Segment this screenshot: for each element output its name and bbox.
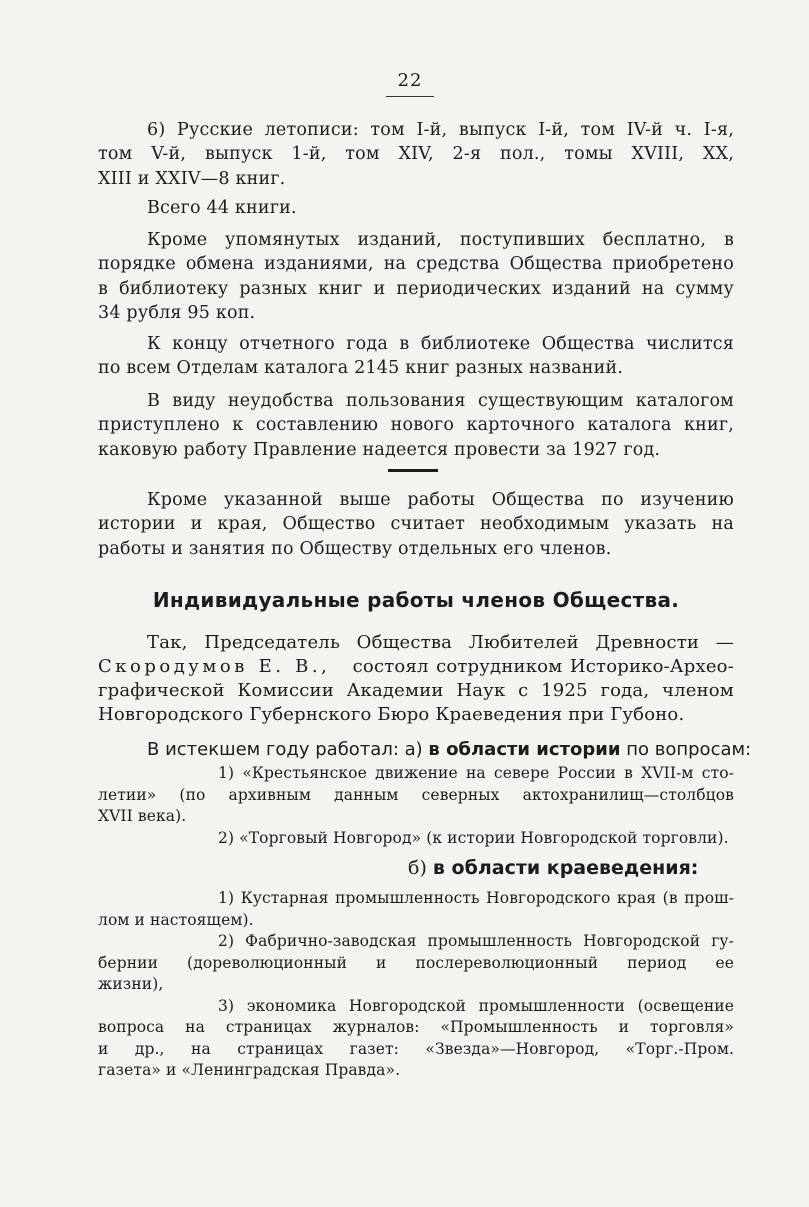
list-item-line: 1) Кустарная промышленность Новгородского края (в прош-: [218, 889, 734, 907]
kraevedenie-heading: б) в области краеведения:: [408, 857, 699, 879]
text-line: графической Комиссии Академии Наук с 1925 года, членом: [98, 680, 734, 701]
text-line: каковую работу Правление надеется провести за 1927 год.: [98, 439, 661, 460]
text-line: по всем Отделам каталога 2145 книг разных названий.: [98, 358, 624, 379]
text-line: Всего 44 книги.: [147, 198, 297, 218]
list-item-line: и др., на страницах газет: «Звезда»—Новгород, «Торг.-Пром.: [98, 1039, 734, 1058]
library-count-paragraph: [98, 332, 734, 381]
text-line: том V-й, выпуск 1-й, том XIV, 2-я пол., томы XVIII, XX,: [98, 144, 734, 165]
list-item-line: вопроса на страницах журналов: «Промышленность и торговля»: [98, 1018, 734, 1036]
text-line: 34 рубля 95 коп.: [98, 302, 256, 323]
text-line: Кроме указанной выше работы Общества по изучению: [147, 490, 734, 510]
text-line: Кроме упомянутых изданий, поступивших бесплатно, в: [147, 230, 734, 250]
purchases-paragraph: [98, 228, 734, 325]
chronicles-paragraph: [98, 118, 734, 191]
intro-paragraph: [98, 631, 734, 727]
section-separator: [388, 469, 438, 472]
total-books-line: [98, 196, 734, 220]
text-line: В виду неудобства пользования существующим каталогом: [147, 391, 734, 411]
text-line: В истекшем году работал: а) в области истории по вопросам:: [147, 739, 752, 760]
text-line: работы и занятия по Обществу отдельных его членов.: [98, 538, 612, 559]
history-area-label: в области истории: [428, 739, 621, 760]
list-item-line: лом и настоящем).: [98, 910, 254, 929]
list-item-line: газета» и «Ленинградская Правда».: [98, 1061, 401, 1079]
list-item-line: 2) «Торговый Новгород» (к истории Новгородской торговли).: [218, 828, 729, 847]
text-line: истории и края, Общество считает необходимым указать на: [98, 514, 734, 535]
text-line: Так, Председатель Общества Любителей Древности —: [147, 632, 734, 653]
text-line: Скородумов Е. В., состоял сотрудником Историко-Археo-: [98, 656, 734, 677]
list-item-line: бернии (дореволюционный и послереволюционный период ее: [98, 953, 734, 972]
text-line: приступлено к составлению нового карточного каталога книг,: [98, 415, 734, 436]
page-number: 22: [397, 70, 423, 91]
list-item-line: жизни),: [98, 975, 164, 993]
list-item-line: 3) экономика Новгородской промышленности (освещение: [218, 996, 734, 1015]
text-line: порядке обмена изданиями, на средства Общества приобретено: [98, 254, 734, 275]
history-topics-list: [98, 763, 734, 849]
list-item-line: летии» (по архивным данным северных актохранилищ—столбцов: [98, 785, 734, 804]
list-item-line: XVII века).: [98, 807, 187, 825]
text-line: XIII и XXIV—8 книг.: [98, 168, 286, 189]
list-item-line: 1) «Крестьянское движение на севере России в XVII-м сто-: [218, 764, 734, 782]
list-item-line: 2) Фабрично-заводская промышленность Новгородской гу-: [218, 932, 734, 950]
person-name: Скородумов Е. В.,: [98, 656, 331, 677]
page-number-underline: [386, 96, 434, 97]
members-work-paragraph: [98, 488, 734, 561]
text-line: в библиотеку разных книг и периодических изданий на сумму: [98, 278, 734, 299]
text-line: К концу отчетного года в библиотеке Общества числится: [147, 334, 734, 354]
worked-line: [98, 737, 752, 763]
section-heading: Индивидуальные работы членов Общества.: [152, 588, 680, 612]
text-line: 6) Русские летописи: том I-й, выпуск I-й, том IV-й ч. I-я,: [147, 120, 734, 140]
catalog-paragraph: [98, 389, 734, 462]
kraevedenie-topics-list: [98, 888, 734, 1082]
text-line: Новгородского Губернского Бюро Краеведения при Губоно.: [98, 704, 685, 725]
